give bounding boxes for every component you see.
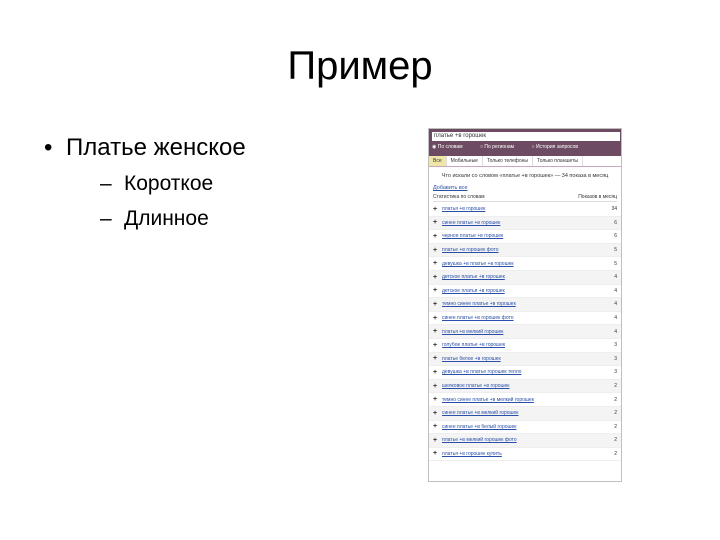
slide-title: Пример	[287, 44, 433, 88]
table-row	[429, 244, 621, 258]
bullet-dot-icon: •	[44, 134, 53, 161]
plus-icon[interactable]: +	[433, 328, 438, 336]
plus-icon[interactable]: +	[433, 423, 438, 431]
table-row	[429, 285, 621, 299]
radio-history[interactable]: ○ История запросов	[531, 144, 579, 150]
search-header	[429, 129, 621, 156]
count-value: 3	[614, 355, 617, 362]
count-value: 4	[614, 315, 617, 322]
search-mode-radios	[432, 144, 594, 150]
subbullet-text: Короткое	[124, 172, 214, 195]
plus-icon[interactable]: +	[433, 219, 438, 227]
tab-phones[interactable]: Только телефоны	[483, 156, 533, 166]
phrase-link[interactable]: девушка +в платье +в горошек	[442, 260, 514, 267]
count-value: 34	[611, 206, 617, 213]
plus-icon[interactable]: +	[433, 314, 438, 322]
count-value: 2	[614, 410, 617, 417]
count-value: 4	[614, 328, 617, 335]
search-input[interactable]: платье +в горошек	[432, 132, 620, 141]
table-row	[429, 257, 621, 271]
subbullet-text: Длинное	[124, 207, 209, 230]
table-row	[429, 203, 621, 217]
table-row	[429, 325, 621, 339]
phrase-link[interactable]: платья +в горошек купить	[442, 450, 502, 457]
count-value: 2	[614, 383, 617, 390]
plus-icon[interactable]: +	[433, 273, 438, 281]
table-row	[429, 271, 621, 285]
phrase-link[interactable]: черное платье +в горошек	[442, 233, 504, 240]
plus-icon[interactable]: +	[433, 409, 438, 417]
phrase-link[interactable]: голубое платье +в горошек	[442, 342, 506, 349]
phrase-link[interactable]: шелковое платье +в горошек	[442, 383, 510, 390]
plus-icon[interactable]: +	[433, 232, 438, 240]
plus-icon[interactable]: +	[433, 260, 438, 268]
count-value: 2	[614, 437, 617, 444]
table-row	[429, 407, 621, 421]
phrase-link[interactable]: платье +в мелкий горошек фото	[442, 437, 517, 444]
device-tabs	[429, 156, 621, 167]
plus-icon[interactable]: +	[433, 396, 438, 404]
subbullet-item	[100, 207, 209, 231]
column-header-words: Статистика по словам	[433, 194, 485, 200]
plus-icon[interactable]: +	[433, 368, 438, 376]
plus-icon[interactable]: +	[433, 300, 438, 308]
count-value: 4	[614, 301, 617, 308]
plus-icon[interactable]: +	[433, 287, 438, 295]
phrase-link[interactable]: детское платья +в горошек	[442, 287, 505, 294]
phrase-link[interactable]: синее платье +в белый горошек	[442, 423, 517, 430]
count-value: 5	[614, 260, 617, 267]
table-row	[429, 339, 621, 353]
results-headline: Что искали со словом «платье +в горошек» — 34 показа в месяц	[441, 173, 609, 179]
phrase-link[interactable]: платья +в мелкий горошек	[442, 328, 504, 335]
tab-mobile[interactable]: Мобильные	[447, 156, 483, 166]
count-value: 3	[614, 342, 617, 349]
table-row	[429, 380, 621, 394]
plus-icon[interactable]: +	[433, 341, 438, 349]
dash-icon: –	[100, 207, 112, 230]
count-value: 6	[614, 233, 617, 240]
count-value: 4	[614, 287, 617, 294]
radio-by-words[interactable]: ◉ По словам	[432, 144, 463, 150]
plus-icon[interactable]: +	[433, 355, 438, 363]
table-header	[433, 194, 617, 202]
phrase-link[interactable]: синее платье +в мелкий горошек	[442, 410, 519, 417]
phrase-link[interactable]: темно синее платье +в горошек	[442, 301, 516, 308]
table-row	[429, 298, 621, 312]
phrase-link[interactable]: детское платье +в горошек	[442, 274, 505, 281]
table-row	[429, 230, 621, 244]
radio-by-regions[interactable]: ○ По регионам	[480, 144, 515, 150]
dash-icon: –	[100, 172, 112, 195]
tab-all[interactable]: Все	[429, 156, 447, 166]
count-value: 2	[614, 450, 617, 457]
table-row	[429, 421, 621, 435]
phrase-link[interactable]: синее платье +в горошек	[442, 219, 501, 226]
count-value: 3	[614, 369, 617, 376]
count-value: 2	[614, 396, 617, 403]
phrase-link[interactable]: платье +в горошек фото	[442, 247, 499, 254]
column-header-count: Показов в месяц	[578, 194, 617, 200]
phrase-link[interactable]: темно синее платье +в мелкий горошек	[442, 396, 534, 403]
phrase-link[interactable]: синее платье +в горошек фото	[442, 315, 514, 322]
table-row	[429, 353, 621, 367]
table-row	[429, 312, 621, 326]
add-all-link[interactable]: Добавить все	[433, 185, 468, 191]
phrase-link[interactable]: платья +в горошек	[442, 206, 486, 213]
table-row	[429, 217, 621, 231]
count-value: 5	[614, 247, 617, 254]
tab-tablets[interactable]: Только планшеты	[533, 156, 583, 166]
plus-icon[interactable]: +	[433, 246, 438, 254]
table-row	[429, 448, 621, 462]
subbullet-item	[100, 172, 213, 196]
table-row	[429, 366, 621, 380]
plus-icon[interactable]: +	[433, 436, 438, 444]
plus-icon[interactable]: +	[433, 450, 438, 458]
wordstat-screenshot	[428, 128, 622, 482]
results-list	[429, 203, 621, 461]
count-value: 2	[614, 423, 617, 430]
table-row	[429, 434, 621, 448]
table-row	[429, 393, 621, 407]
count-value: 4	[614, 274, 617, 281]
phrase-link[interactable]: девушка +в платье горошек тепло	[442, 369, 522, 376]
bullet-text: Платье женское	[66, 134, 246, 161]
plus-icon[interactable]: +	[433, 382, 438, 390]
phrase-link[interactable]: платье белое +в горошек	[442, 355, 501, 362]
plus-icon[interactable]: +	[433, 205, 438, 213]
bullet-item	[44, 134, 246, 162]
count-value: 6	[614, 219, 617, 226]
